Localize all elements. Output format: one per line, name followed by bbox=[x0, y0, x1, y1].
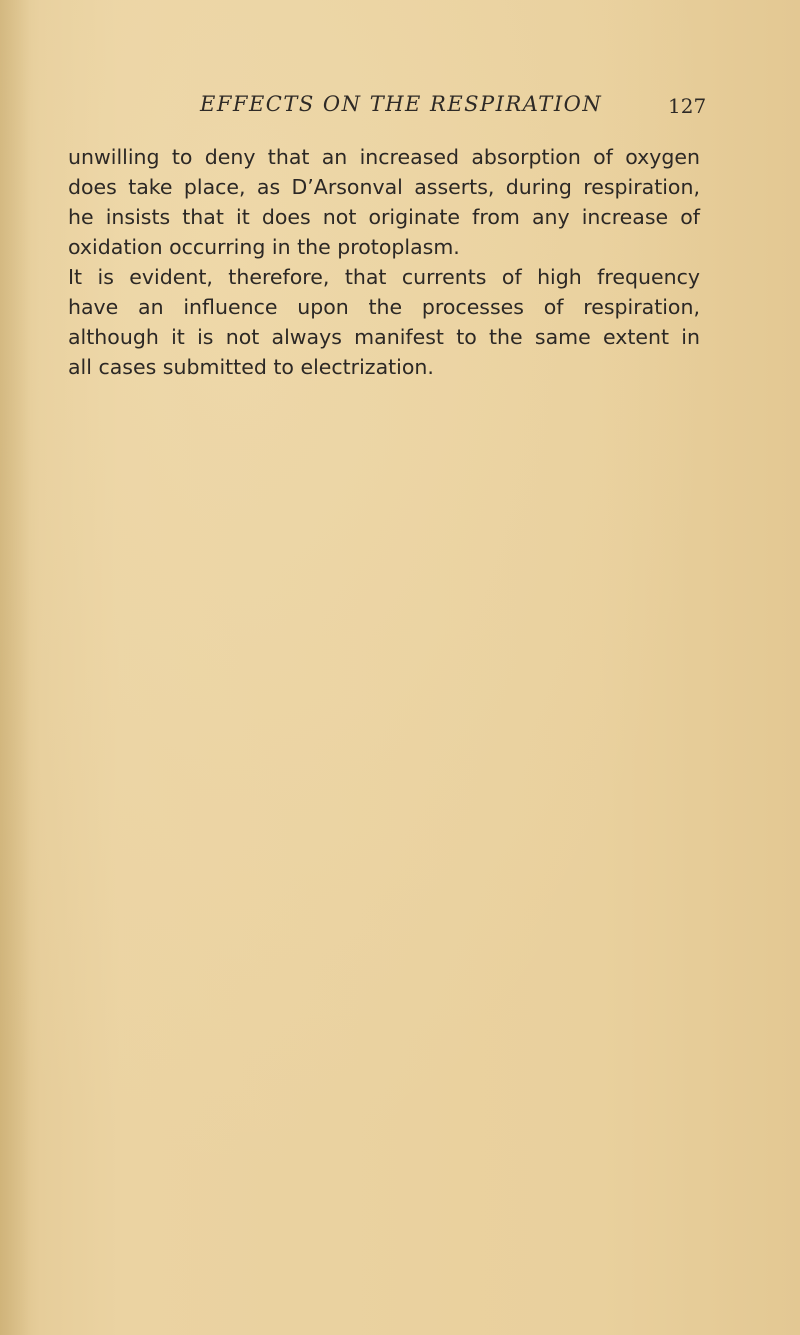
page-number: 127 bbox=[668, 94, 707, 118]
text-line: It is evident, therefore, that currents of high frequency bbox=[68, 265, 700, 289]
text-line: have an influence upon the processes of respiration, bbox=[68, 295, 700, 319]
text-line: unwilling to deny that an increased absorption of oxygen bbox=[68, 145, 700, 169]
text-line: does take place, as D’Arsonval asserts, during respiration, bbox=[68, 175, 700, 199]
paragraph-2 bbox=[68, 262, 700, 382]
page-header bbox=[0, 92, 800, 128]
running-head: EFFECTS ON THE RESPIRATION bbox=[200, 92, 603, 116]
text-line: all cases submitted to electrization. bbox=[68, 355, 434, 379]
paragraph-1 bbox=[68, 142, 700, 262]
text-line: he insists that it does not originate from any increase of bbox=[68, 205, 700, 229]
text-line: although it is not always manifest to the same extent in bbox=[68, 325, 700, 349]
body-text bbox=[68, 142, 700, 382]
page-gutter-shadow bbox=[0, 0, 30, 1335]
text-line: oxidation occurring in the protoplasm. bbox=[68, 235, 460, 259]
